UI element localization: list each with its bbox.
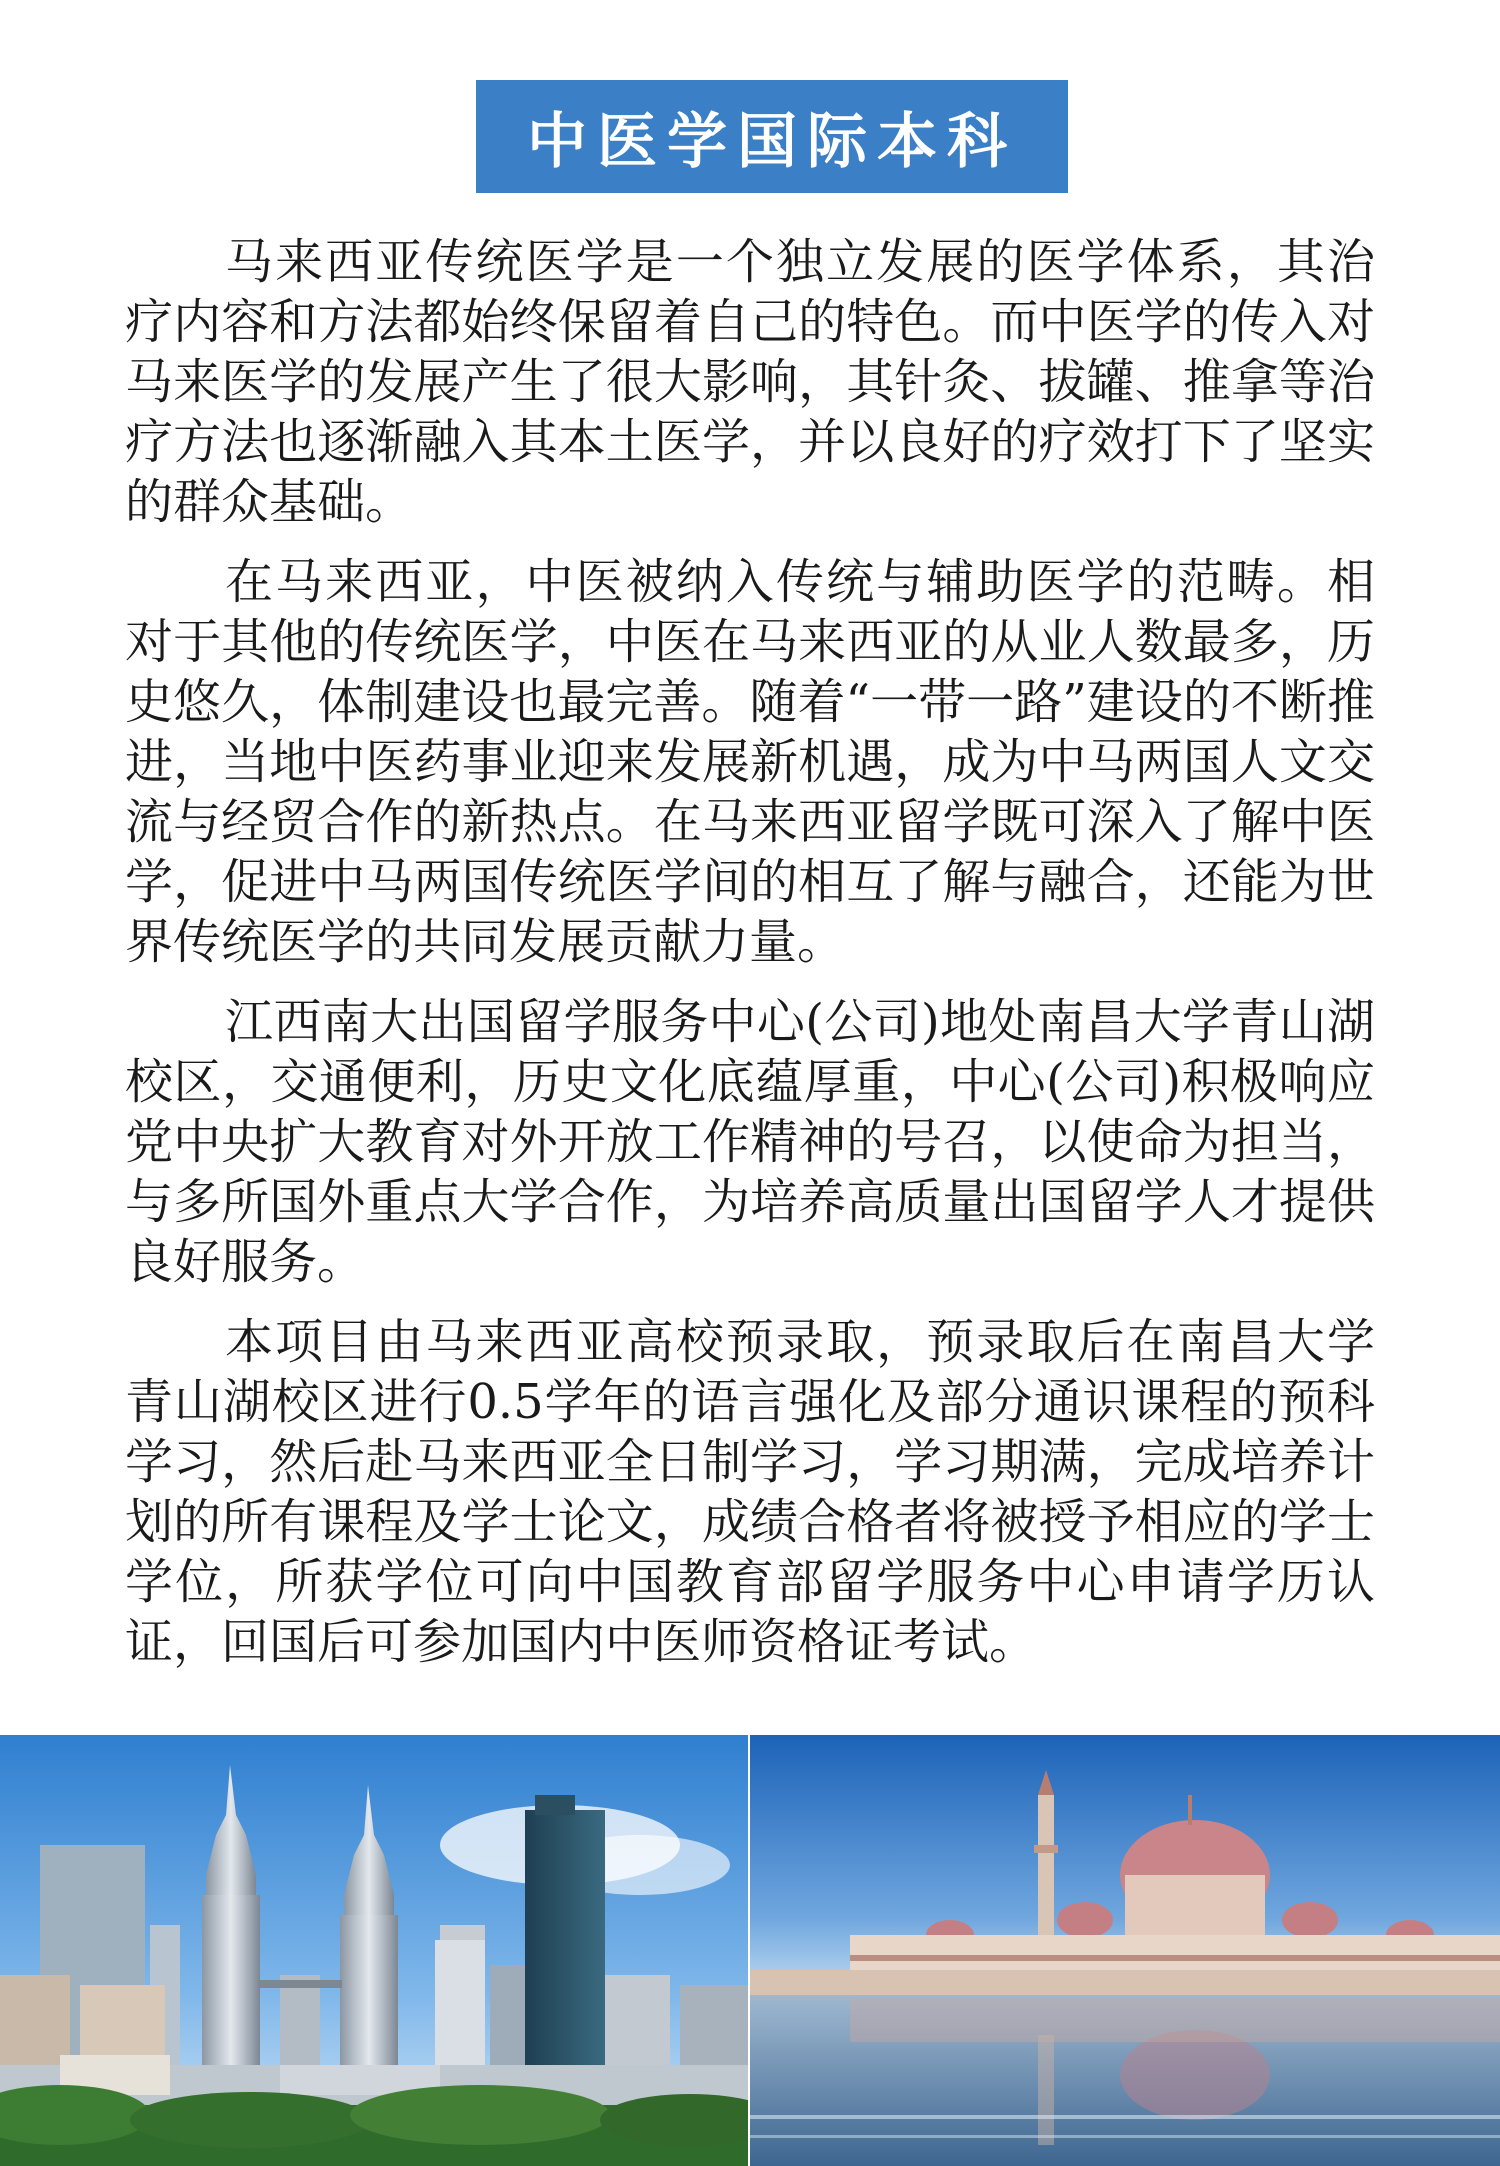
mosque-photo (750, 1735, 1500, 2166)
mosque-illustration (750, 1735, 1500, 2166)
paragraph-1: 马来西亚传统医学是一个独立发展的医学体系，其治疗内容和方法都始终保留着自己的特色。而中医学的传入对马来医学的发展产生了很大影响，其针灸、拔罐、推拿等治疗方法也逐渐融入其本土医学，并以良好的疗效打下了坚实的群众基础。 (125, 234, 1375, 530)
page-title: 中医学国际本科 (527, 106, 1017, 177)
skyline-photo (0, 1735, 748, 2166)
paragraph-2: 在马来西亚，中医被纳入传统与辅助医学的范畴。相对于其他的传统医学，中医在马来西亚的从业人数最多，历史悠久，体制建设也最完善。随着“一带一路”建设的不断推进，当地中医药事业迎来发展新机遇，成为中马两国人文交流与经贸合作的新热点。在马来西亚留学既可深入了解中医学，促进中马两国传统医学间的相互了解与融合，还能为世界传统医学的共同发展贡献力量。 (125, 554, 1375, 970)
body-text (125, 232, 1375, 1692)
title-banner (476, 80, 1068, 193)
skyline-illustration (0, 1735, 748, 2166)
photo-strip (0, 1735, 1500, 2166)
paragraph-4: 本项目由马来西亚高校预录取，预录取后在南昌大学青山湖校区进行0.5学年的语言强化及部分通识课程的预科学习，然后赴马来西亚全日制学习，学习期满，完成培养计划的所有课程及学士论文，成绩合格者将被授予相应的学士学位，所获学位可向中国教育部留学服务中心申请学历认证，回国后可参加国内中医师资格证考试。 (125, 1314, 1375, 1670)
paragraph-3: 江西南大出国留学服务中心(公司)地处南昌大学青山湖校区，交通便利，历史文化底蕴厚重，中心(公司)积极响应党中央扩大教育对外开放工作精神的号召，以使命为担当，与多所国外重点大学合作，为培养高质量出国留学人才提供良好服务。 (125, 994, 1375, 1290)
